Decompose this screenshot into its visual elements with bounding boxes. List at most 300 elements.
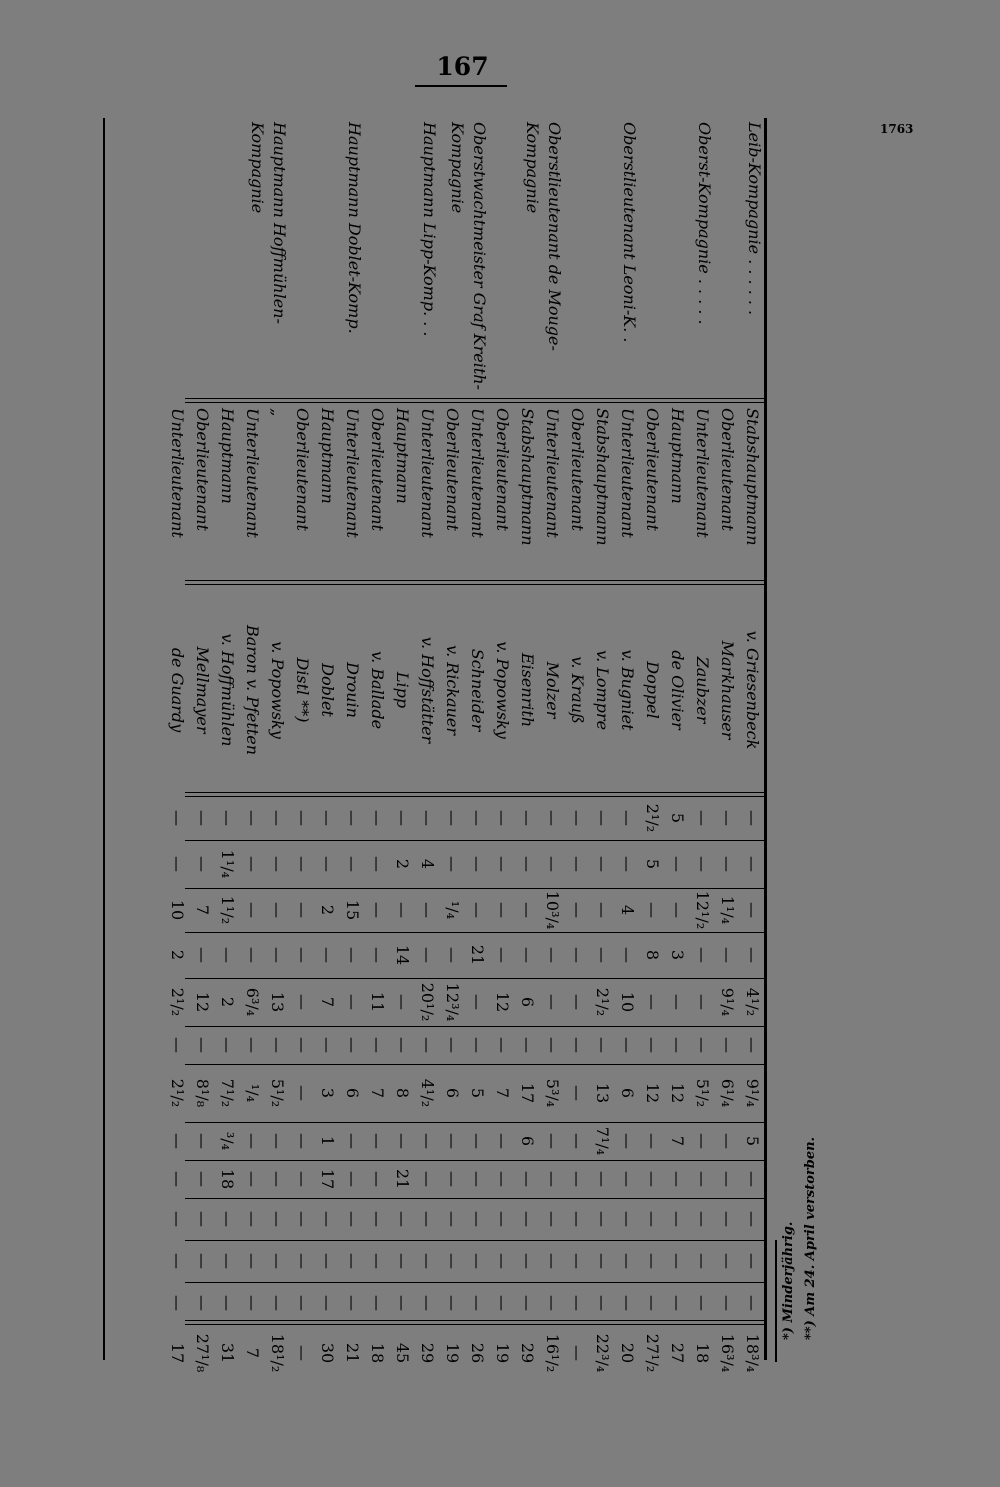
value-cell: — [343,1253,362,1269]
value-cell: — [643,1253,662,1269]
value-cell: 7¹/₄ [593,1126,612,1156]
value-cell: — [493,856,512,872]
value-cell: 12³/₄ [443,982,462,1022]
value-cell: — [418,902,437,918]
total-cell: 22³/₄ [593,1333,612,1373]
value-cell: — [443,810,462,826]
officer-name: Drouin [343,662,362,718]
value-cell: — [618,947,637,963]
value-cell: — [168,856,187,872]
total-cell: 18 [368,1342,387,1364]
value-cell: — [293,902,312,918]
value-cell: — [418,1171,437,1187]
value-cell: — [743,1253,762,1269]
value-cell: — [518,902,537,918]
value-cell: — [493,1133,512,1149]
value-cell: 5 [643,858,662,870]
page-number: 167 [436,52,489,81]
value-cell: 17 [518,1082,537,1104]
company-name: Oberst-Kompagnie . . . . . [695,122,714,325]
value-cell: 6³/₄ [243,987,262,1017]
value-cell: — [693,856,712,872]
value-cell: 4¹/₂ [418,1078,437,1108]
value-cell: — [668,994,687,1010]
value-cell: — [568,1295,587,1311]
officer-rank: Stabshauptmann [518,408,537,546]
value-cell: — [443,1211,462,1227]
value-cell: 13 [268,991,287,1013]
total-cell: 16³/₄ [718,1333,737,1373]
value-cell: — [568,1211,587,1227]
value-cell: — [568,1133,587,1149]
value-cell: — [568,1253,587,1269]
value-cell: — [693,1171,712,1187]
value-cell: 18 [218,1168,237,1190]
value-cell: — [393,1037,412,1053]
value-cell: — [343,1295,362,1311]
value-cell: 1¹/₂ [218,895,237,925]
value-cell: — [393,1295,412,1311]
value-cell: — [193,1133,212,1149]
officer-name: v. Popowsky [268,641,287,739]
company-name: Oberstlieutenant de Mouge-Kompagnie [523,122,564,351]
value-cell: — [643,1133,662,1149]
officer-rank: Oberlieutenant [568,408,587,531]
value-cell: — [293,1085,312,1101]
total-cell: 31 [218,1342,237,1364]
page-number-rule [415,85,507,87]
value-cell: — [593,810,612,826]
value-cell: — [368,947,387,963]
value-cell: — [493,1253,512,1269]
officer-name: Eisenrith [518,652,537,728]
value-cell: 12 [493,991,512,1013]
value-cell: — [193,1211,212,1227]
value-cell: — [518,810,537,826]
value-cell: 9¹/₄ [743,1078,762,1108]
value-cell: — [243,856,262,872]
value-cell: 17 [318,1168,337,1190]
value-cell: 6 [443,1087,462,1099]
value-cell: — [593,947,612,963]
company-name: Hauptmann Lipp-Komp. . . [420,122,439,337]
value-cell: — [318,1253,337,1269]
value-cell: — [168,1037,187,1053]
value-cell: — [668,902,687,918]
value-cell: — [493,1211,512,1227]
value-cell: — [443,1253,462,1269]
value-cell: — [593,1211,612,1227]
value-cell: — [568,856,587,872]
value-cell: — [168,810,187,826]
value-cell: — [693,1133,712,1149]
value-cell: — [268,1211,287,1227]
value-cell: — [568,810,587,826]
value-cell: — [618,1253,637,1269]
value-cell: — [493,1171,512,1187]
value-cell: 7¹/₂ [218,1078,237,1108]
value-cell: — [318,1211,337,1227]
value-cell: — [543,994,562,1010]
total-cell: 20 [618,1342,637,1364]
value-cell: — [643,1037,662,1053]
value-cell: — [568,947,587,963]
value-cell: 2¹/₂ [643,803,662,833]
value-cell: — [243,810,262,826]
value-cell: — [343,856,362,872]
footnotes [778,1040,828,1340]
total-cell: — [568,1345,587,1361]
value-cell: — [268,902,287,918]
officer-rank: Unterlieutenant [693,408,712,538]
officer-name: de Guardy [168,647,187,733]
value-cell: — [218,1253,237,1269]
value-cell: — [343,1133,362,1149]
value-cell: — [318,1295,337,1311]
value-cell: — [293,1133,312,1149]
value-cell: — [543,810,562,826]
value-cell: — [493,947,512,963]
value-cell: — [318,947,337,963]
value-cell: — [668,1037,687,1053]
value-cell: 7 [318,996,337,1008]
value-cell: — [643,1211,662,1227]
value-cell: — [718,947,737,963]
value-cell: 4 [618,904,637,916]
value-cell: 3 [318,1087,337,1099]
value-cell: 4 [418,858,437,870]
value-cell: — [693,1295,712,1311]
officer-rank: Hauptmann [393,408,412,504]
value-cell: — [293,1295,312,1311]
value-cell: — [268,810,287,826]
total-cell: 26 [468,1342,487,1364]
rotated-table [103,118,765,1373]
total-cell: 19 [443,1342,462,1364]
value-cell: — [643,902,662,918]
value-cell: — [268,1253,287,1269]
value-cell: — [193,810,212,826]
officer-name: Baron v. Pfetten [243,624,262,756]
value-cell: — [618,1295,637,1311]
value-cell: — [268,856,287,872]
value-cell: — [718,1037,737,1053]
value-cell: 2 [318,904,337,916]
value-cell: — [668,1295,687,1311]
value-cell: — [193,1037,212,1053]
value-cell: — [343,994,362,1010]
officer-name: Doblet [318,663,337,717]
value-cell: — [243,947,262,963]
value-cell: — [318,810,337,826]
value-cell: — [643,1171,662,1187]
value-cell: — [243,1295,262,1311]
value-cell: — [468,1253,487,1269]
officer-name: Schneider [468,648,487,732]
officer-rank: Unterlieutenant [168,408,187,538]
value-cell: — [493,902,512,918]
value-cell: — [468,1037,487,1053]
value-cell: — [718,810,737,826]
value-cell: — [168,1171,187,1187]
total-cell: 18³/₄ [743,1333,762,1373]
value-cell: — [343,1211,362,1227]
value-cell: — [618,1171,637,1187]
officer-rank: Oberlieutenant [368,408,387,531]
officer-rank: Hauptmann [668,408,687,504]
total-cell: 27 [668,1342,687,1364]
officer-rank: Oberlieutenant [443,408,462,531]
value-cell: 7 [493,1087,512,1099]
value-cell: — [543,856,562,872]
officer-name: Markhauser [718,640,737,740]
value-cell: — [593,1295,612,1311]
value-cell: — [493,1295,512,1311]
value-cell: 5 [468,1087,487,1099]
officer-name: v. Hoffstätter [418,636,437,744]
value-cell: — [743,810,762,826]
value-cell: — [743,1295,762,1311]
value-cell: 4¹/₂ [743,987,762,1017]
value-cell: 12¹/₂ [693,890,712,930]
value-cell: 7 [193,904,212,916]
value-cell: — [218,1211,237,1227]
value-cell: — [543,1253,562,1269]
value-cell: — [368,856,387,872]
value-cell: 1¹/₄ [718,895,737,925]
value-cell: — [618,856,637,872]
value-cell: 2 [393,858,412,870]
value-cell: — [468,994,487,1010]
total-cell: 21 [343,1342,362,1364]
officer-name: Distl **) [293,657,312,723]
value-cell: — [443,856,462,872]
value-cell: — [693,947,712,963]
value-cell: 10 [168,899,187,921]
value-cell: — [243,1133,262,1149]
total-cell: 7 [243,1347,262,1359]
company-name: Hauptmann Hoffmühlen-Kompagnie [248,122,289,324]
total-cell: 30 [318,1342,337,1364]
value-cell: — [368,1171,387,1187]
value-cell: — [668,1253,687,1269]
value-cell: — [218,947,237,963]
value-cell: — [168,1295,187,1311]
value-cell: 1¹/₄ [218,849,237,879]
officer-rank: Unterlieutenant [243,408,262,538]
total-cell: 27¹/₂ [643,1333,662,1373]
officer-name: v. Rickauer [443,644,462,736]
value-cell: — [468,1133,487,1149]
value-cell: — [343,947,362,963]
total-cell: 29 [518,1342,537,1364]
value-cell: — [593,1253,612,1269]
footnote-1: *) Minderjährig. [781,1221,796,1340]
value-cell: — [668,856,687,872]
value-cell: — [593,902,612,918]
value-cell: — [168,1211,187,1227]
officer-name: v. Krauß [568,656,587,724]
value-cell: — [618,1211,637,1227]
value-cell: — [218,1037,237,1053]
officer-rank: Unterlieutenant [468,408,487,538]
value-cell: — [168,1253,187,1269]
value-cell: — [718,1295,737,1311]
value-cell: 5¹/₂ [268,1078,287,1108]
value-cell: 6 [518,996,537,1008]
value-cell: — [743,1171,762,1187]
value-cell: — [293,947,312,963]
value-cell: — [593,856,612,872]
value-cell: — [493,1037,512,1053]
value-cell: 20¹/₂ [418,982,437,1022]
officer-name: v. Bugniet [618,649,637,731]
officer-name: de Olivier [668,650,687,730]
value-cell: — [418,1211,437,1227]
value-cell: — [643,1295,662,1311]
value-cell: — [268,1133,287,1149]
value-cell: 13 [593,1082,612,1104]
value-cell: — [418,1037,437,1053]
value-cell: — [268,1037,287,1053]
value-cell: — [743,947,762,963]
company-name: Oberstwachtmeister Graf Kreith-Kompagnie [448,122,489,390]
value-cell: — [618,1037,637,1053]
officer-rank: Oberlieutenant [293,408,312,531]
total-cell: 18¹/₂ [268,1333,287,1373]
value-cell: — [468,810,487,826]
value-cell: — [693,994,712,1010]
value-cell: 5 [743,1135,762,1147]
value-cell: — [268,947,287,963]
total-cell: 45 [393,1342,412,1364]
roster-table [103,118,765,1373]
officer-name: v. Griesenbeck [743,630,762,750]
value-cell: — [293,856,312,872]
value-cell: 2¹/₂ [168,987,187,1017]
value-cell: — [593,1171,612,1187]
value-cell: 12 [643,1082,662,1104]
value-cell: — [693,1211,712,1227]
officer-rank: Unterlieutenant [543,408,562,538]
value-cell: — [693,810,712,826]
value-cell: — [543,1133,562,1149]
value-cell: — [743,856,762,872]
value-cell: — [418,1133,437,1149]
value-cell: — [393,1133,412,1149]
value-cell: — [343,1037,362,1053]
value-cell: — [668,1171,687,1187]
value-cell: — [443,1037,462,1053]
officer-name: Mellmayer [193,646,212,734]
value-cell: — [218,810,237,826]
value-cell: — [368,1295,387,1311]
value-cell: — [293,1171,312,1187]
value-cell: 2 [218,996,237,1008]
value-cell: — [243,1253,262,1269]
value-cell: — [218,1295,237,1311]
officer-name: v. Ballade [368,650,387,730]
value-cell: ¹/₄ [243,1083,262,1103]
value-cell: — [393,810,412,826]
value-cell: — [443,1133,462,1149]
value-cell: — [368,1037,387,1053]
value-cell: — [243,1211,262,1227]
company-name: Hauptmann Doblet-Komp. [345,122,364,334]
officer-rank: Hauptmann [318,408,337,504]
value-cell: — [618,810,637,826]
value-cell: — [243,1171,262,1187]
value-cell: — [443,947,462,963]
value-cell: — [718,1253,737,1269]
value-cell: 10³/₄ [543,890,562,930]
officer-rank: Stabshauptmann [593,408,612,546]
value-cell: — [293,1211,312,1227]
year-note: 1763 [880,122,914,136]
officer-rank: Hauptmann [218,408,237,504]
value-cell: — [293,1253,312,1269]
value-cell: 12 [668,1082,687,1104]
total-cell: 16¹/₂ [543,1333,562,1373]
value-cell: 8 [393,1087,412,1099]
value-cell: — [468,1295,487,1311]
value-cell: 15 [343,899,362,921]
value-cell: — [468,1211,487,1227]
value-cell: — [368,902,387,918]
value-cell: — [718,856,737,872]
value-cell: — [368,810,387,826]
value-cell: — [568,1037,587,1053]
value-cell: ³/₄ [218,1131,237,1151]
value-cell: — [618,1133,637,1149]
officer-rank: Unterlieutenant [418,408,437,538]
value-cell: — [268,1295,287,1311]
value-cell: — [543,947,562,963]
value-cell: — [393,994,412,1010]
footnote-rule [775,1240,777,1362]
value-cell: 9¹/₄ [718,987,737,1017]
value-cell: 5³/₄ [543,1078,562,1108]
officer-rank: Oberlieutenant [718,408,737,531]
value-cell: 1 [318,1135,337,1147]
value-cell: 2 [168,949,187,961]
value-cell: 5¹/₂ [693,1078,712,1108]
value-cell: — [693,1037,712,1053]
value-cell: — [193,1253,212,1269]
total-cell: 18 [693,1342,712,1364]
value-cell: 21 [468,944,487,966]
value-cell: 5 [668,812,687,824]
value-cell: 8¹/₈ [193,1078,212,1108]
value-cell: — [418,1295,437,1311]
value-cell: — [468,902,487,918]
value-cell: 10 [618,991,637,1013]
value-cell: — [443,1295,462,1311]
value-cell: — [568,902,587,918]
value-cell: — [343,810,362,826]
value-cell: — [568,1085,587,1101]
value-cell: — [393,1253,412,1269]
value-cell: — [318,856,337,872]
value-cell: 11 [368,991,387,1013]
officer-name: Lipp [393,671,412,709]
value-cell: — [718,1133,737,1149]
officer-name: v. Lompre [593,649,612,731]
value-cell: 7 [668,1135,687,1147]
total-cell: 29 [418,1342,437,1364]
value-cell: — [518,1253,537,1269]
value-cell: — [243,902,262,918]
